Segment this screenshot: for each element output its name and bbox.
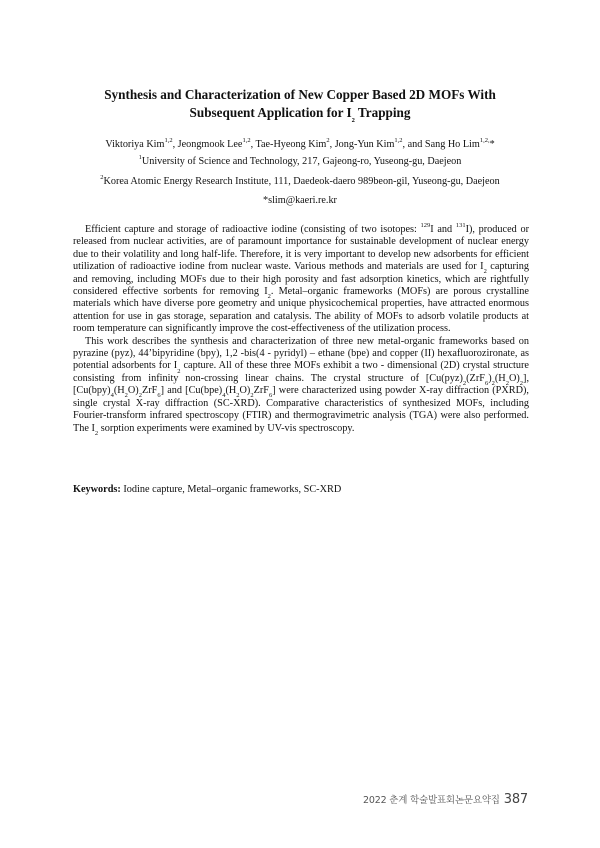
corresponding-email: *slim@kaeri.re.kr bbox=[263, 195, 337, 206]
subscript: 2 bbox=[519, 379, 524, 387]
title-text: Trapping bbox=[354, 105, 411, 120]
title-line-2 bbox=[60, 104, 540, 122]
subscript: 2 bbox=[177, 367, 181, 375]
affiliation-text: Korea Atomic Energy Research Institute, 111, Daedeok-daero 989beon-gil, Yuseong-gu, Daejeon bbox=[103, 176, 500, 187]
subscript: 4 bbox=[110, 392, 114, 400]
subscript: 2 bbox=[483, 268, 487, 276]
text: (H bbox=[494, 372, 506, 384]
title-subscript: 2 bbox=[351, 116, 355, 124]
affiliation-text: University of Science and Technology, 217, Gajeong-ro, Yuseong-gu, Daejeon bbox=[141, 156, 462, 167]
subscript: 2 bbox=[491, 379, 495, 387]
author-name: Tae-Hyeong Kim bbox=[255, 139, 327, 150]
author-name: Jeongmook Lee bbox=[177, 139, 243, 150]
formula-2 bbox=[73, 385, 165, 400]
text: (ZrF bbox=[466, 372, 485, 384]
keywords-text: Iodine capture, Metal–organic frameworks, SC-XRD bbox=[120, 484, 342, 495]
abstract-paragraph-1 bbox=[73, 221, 529, 336]
text: ) bbox=[488, 372, 492, 384]
paper-title bbox=[60, 86, 540, 122]
text: Efficient capture and storage of radioactive iodine (consisting of two isotopes: bbox=[85, 224, 421, 235]
text: capture. All of these three MOFs exhibit a two - dimensional (2D) crystal structure consisting from infinity non-crossing linear chains. The crystal structure of bbox=[73, 360, 529, 384]
text: [Cu(bpy) bbox=[73, 385, 111, 397]
affiliation-mark: 1 bbox=[138, 153, 142, 161]
text: O) bbox=[508, 372, 520, 384]
text: O) bbox=[127, 385, 139, 397]
text: (H bbox=[225, 385, 237, 397]
author-affiliation-mark: 1,2, bbox=[479, 136, 490, 144]
affiliation-1 bbox=[40, 155, 560, 168]
author-separator: , bbox=[329, 139, 335, 150]
subscript: 2 bbox=[462, 379, 467, 387]
isotope-superscript: 129 bbox=[420, 221, 431, 229]
text: [Cu(bpe) bbox=[185, 385, 223, 397]
page-footer bbox=[363, 792, 528, 807]
isotope-superscript: 131 bbox=[455, 221, 466, 229]
text: , bbox=[526, 372, 529, 384]
text: ZrF bbox=[253, 385, 269, 397]
affiliation-mark: 2 bbox=[100, 173, 104, 181]
author-separator: , bbox=[250, 139, 256, 150]
title-line-1: Synthesis and Characterization of New Copper Based 2D MOFs With bbox=[104, 87, 496, 102]
abstract bbox=[73, 221, 529, 437]
subscript: 6 bbox=[157, 392, 161, 400]
text: sorption experiments were examined by UV-vis spectroscopy. bbox=[98, 422, 355, 434]
abstract-paragraph-2 bbox=[73, 336, 529, 435]
text: This work describes the synthesis and characterization of three new metal-organic frameworks based on pyrazine (pyz), 44’bipyridine (bpy), 1,2 -bis(4 - pyridyl) – ethane (bpe) and copper (II) hexafluorozironate, as potential adsorbents for I bbox=[73, 335, 529, 372]
subscript: 2 bbox=[138, 392, 142, 400]
text: . Metal–organic frameworks (MOFs) are porous crystalline materials which have diverse pore geometry and unique physicochemical properties, have attracted enormous attention for use in gas storage, separation and catalysis. The ability of MOFs to adsorb volatile products at room temperature can significantly improve the cost-effectiveness of the utilization process. bbox=[73, 286, 529, 335]
subscript: 2 bbox=[94, 429, 99, 437]
text: (H bbox=[113, 385, 125, 397]
formula-3 bbox=[185, 385, 276, 400]
subscript: 2 bbox=[250, 392, 254, 400]
text: capturing and removing, including MOFs due to their high porosity and fast adsorption kinetics, which are rightfully considered effective sorbents for removing I bbox=[73, 261, 529, 298]
author-name: Viktoriya Kim bbox=[105, 139, 165, 150]
subscript: 2 bbox=[236, 392, 240, 400]
author-separator: , and bbox=[402, 139, 425, 150]
subscript: 2 bbox=[505, 379, 509, 387]
subscript: 2 bbox=[267, 293, 271, 301]
author-affiliation-mark: 1,2 bbox=[164, 136, 173, 144]
text: [Cu(pyz) bbox=[425, 372, 463, 384]
subscript: 6 bbox=[484, 379, 489, 387]
text: O) bbox=[239, 385, 251, 397]
author-list bbox=[40, 138, 560, 151]
subscript: 2 bbox=[124, 392, 128, 400]
author-affiliation-mark: 1,2 bbox=[242, 136, 251, 144]
page-number: 387 bbox=[503, 792, 528, 807]
subscript: 6 bbox=[268, 392, 273, 400]
text: I and bbox=[430, 224, 456, 235]
author-name: Jong-Yun Kim bbox=[334, 139, 395, 150]
author-affiliation-mark: 1,2 bbox=[394, 136, 403, 144]
text: and bbox=[164, 385, 186, 397]
keywords-label: Keywords: bbox=[73, 484, 121, 495]
author-affiliation-mark: 2 bbox=[326, 136, 330, 144]
affiliation-2 bbox=[40, 175, 560, 188]
formula-1 bbox=[425, 372, 527, 387]
keywords bbox=[73, 484, 529, 496]
title-text: Subsequent Application for I bbox=[189, 105, 352, 120]
text: ZrF bbox=[141, 385, 158, 397]
subscript: 4 bbox=[222, 392, 226, 400]
text: ] bbox=[160, 385, 165, 397]
text: ] bbox=[272, 385, 276, 397]
author-separator: , bbox=[172, 139, 178, 150]
author-name: Sang Ho Lim bbox=[424, 139, 480, 150]
corresponding-author-mark: * bbox=[489, 139, 495, 150]
text: ] bbox=[523, 372, 527, 384]
proceedings-title: 2022 춘계 학술발표회논문요약집 bbox=[363, 795, 500, 806]
text: I), produced or released from nuclear activities, are of paramount importance for sustainable development of nuclear energy due to their volatility and long half-life. Therefore, it is very important to develop new adsorbents for efficient utilization of radioactive iodine from nuclear waste. Various methods and materials are used for I bbox=[73, 224, 529, 273]
text: were characterized using powder X-ray diffraction (PXRD), single crystal X-ray diffraction (SC-XRD). Comparative characteristics of synthesized MOFs, including Fourier-transform infrared spectroscopy (FTIR) and thermogravimetric analysis (TGA) were also performed. The I bbox=[73, 385, 529, 434]
